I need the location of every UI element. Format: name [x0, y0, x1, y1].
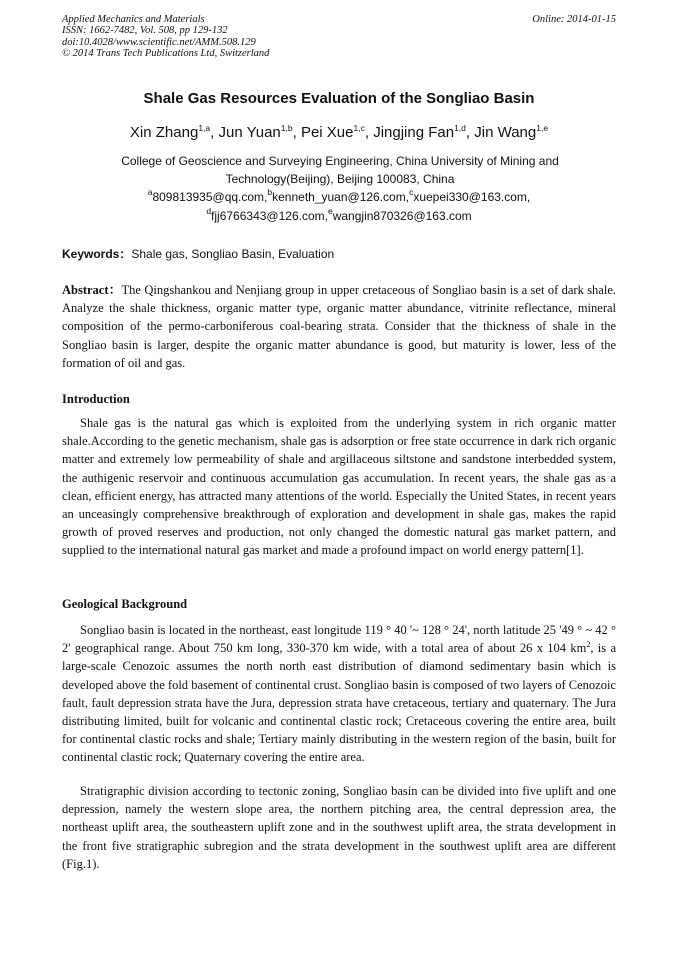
email-line	[62, 207, 616, 226]
author	[301, 124, 373, 141]
author-separator: ,	[364, 124, 374, 141]
online-date: Online: 2014-01-15	[532, 14, 616, 25]
email-mark: c	[409, 187, 414, 197]
affiliation-line: Technology(Beijing), Beijing 100083, China	[225, 172, 455, 186]
paper-title: Shale Gas Resources Evaluation of the Songliao Basin	[143, 90, 535, 107]
author	[373, 124, 474, 141]
geological-paragraph-1	[62, 621, 616, 767]
author-name: Jin Wang	[474, 124, 537, 141]
author-separator: ,	[292, 124, 301, 141]
author-affil-mark: 1,e	[536, 123, 549, 133]
affiliation-line: College of Geoscience and Surveying Engineering, China University of Mining and	[121, 154, 559, 168]
email-list	[62, 188, 616, 226]
section-heading-introduction: Introduction	[62, 392, 130, 406]
author-affil-mark: 1,b	[280, 123, 293, 133]
author-affil-mark: 1,a	[198, 123, 211, 133]
email-address[interactable]: 809813935@qq.com,	[152, 190, 268, 204]
doi-line: doi:10.4028/www.scientific.net/AMM.508.129	[62, 36, 256, 48]
keywords-label: Keywords：	[62, 247, 132, 261]
keywords	[62, 245, 616, 262]
email-address[interactable]: xuepei330@163.com,	[413, 190, 531, 204]
email-address[interactable]: kenneth_yuan@126.com,	[272, 190, 410, 204]
keywords-text: Shale gas, Songliao Basin, Evaluation	[131, 247, 335, 261]
author-affil-mark: 1,c	[353, 123, 365, 133]
section-heading-geological-background: Geological Background	[62, 597, 188, 611]
author-separator: ,	[465, 124, 475, 141]
author	[474, 124, 548, 141]
journal-name: Applied Mechanics and Materials	[62, 14, 205, 25]
author-name: Pei Xue	[300, 124, 354, 141]
email-mark: e	[327, 206, 333, 216]
geological-text: Songliao basin is located in the northeast, east longitude 119 ° 40 '~ 128 ° 24', north latitude 25 '49 ° ~ 42 ° 2' geographical range. About 750 km long, 330-370 km wide, with a total area of about 26 x 104 km	[62, 623, 616, 656]
author-name: Jingjing Fan	[373, 124, 455, 141]
email-address[interactable]: wangjin870326@163.com	[332, 209, 472, 223]
running-header	[62, 14, 616, 59]
affiliation	[90, 152, 590, 188]
introduction-paragraph: Shale gas is the natural gas which is exploited from the underlying system in rich organic matter shale.According to the genetic mechanism, shale gas is adsorption or free state occurrence in dark rich organic matter and extremely low permeability of shale and argillaceous siltstone and sandstone interbedded system, the authigenic reservoir and continuous accumulation gas accumulation. In recent years, the shale gas as a clean, efficient energy, has attracted many attentions of the world. Especially the United States, in recent years an unceasingly comprehensive breakthrough of exploration and development in shale gas, makes the rapid growth of proved reserves and production, not only changed the domestic natural gas market pattern, and supplied to the international natural gas market and made a profound impact on world energy pattern[1].	[62, 416, 616, 558]
superscript: 2	[586, 640, 591, 650]
author-name: Jun Yuan	[218, 124, 281, 141]
issn-line: ISSN: 1662-7482, Vol. 508, pp 129-132	[62, 25, 228, 37]
author	[130, 124, 219, 141]
abstract-label: Abstract：	[62, 283, 122, 297]
email-line	[62, 188, 616, 207]
email-mark: b	[267, 187, 273, 197]
abstract-text: The Qingshankou and Nenjiang group in upper cretaceous of Songliao basin is a set of dark shale. Analyze the shale thickness, organic matter type, organic matter abundance, vitrinite reflectance, mineral composition of the permo-carboniferous coal-bearing strata. Consider that the thickness of shale in the Songliao basin is larger, despite the organic matter abundance is good, but maturity is lower, less of the formation of oil and gas.	[62, 283, 616, 370]
abstract	[62, 281, 616, 372]
geological-text: , is a large-scale Cenozoic assumes the north north east distribution of diamond sedimentary basin which is developed above the fold basement of continental crust. Songliao basin is composed of two layers of Cenozoic fault, fault depression strata have the Jura, depression strata have cretaceous, tertiary and quaternary. The Jura distributing limited, built for volcanic and continental clastic rock; Cretaceous covering the entire area, built for continental clastic rocks and shale; Tertiary mainly distributing in the western region of the basin, built for continental clastic rock; Quaternary covering the entire area.	[62, 641, 616, 765]
author	[218, 124, 300, 141]
email-mark: d	[206, 206, 212, 216]
author-affil-mark: 1,d	[454, 123, 466, 133]
author-name: Xin Zhang	[129, 124, 199, 141]
email-address[interactable]: fjj6766343@126.com,	[211, 209, 328, 223]
geological-paragraph-2: Stratigraphic division according to tectonic zoning, Songliao basin can be divided into five uplift and one depression, namely the western slope area, the northern pitching area, the central depression area, the northeast uplift area, the southeastern uplift zone and in the southwest uplift area, the strata development in the front five stratigraphic subregion and the strata development in the southwest uplift area are different (Fig.1).	[62, 784, 616, 871]
copyright-line: © 2014 Trans Tech Publications Ltd, Switzerland	[62, 47, 270, 59]
email-mark: a	[147, 187, 153, 197]
author-list	[62, 124, 616, 141]
author-separator: ,	[210, 124, 219, 141]
